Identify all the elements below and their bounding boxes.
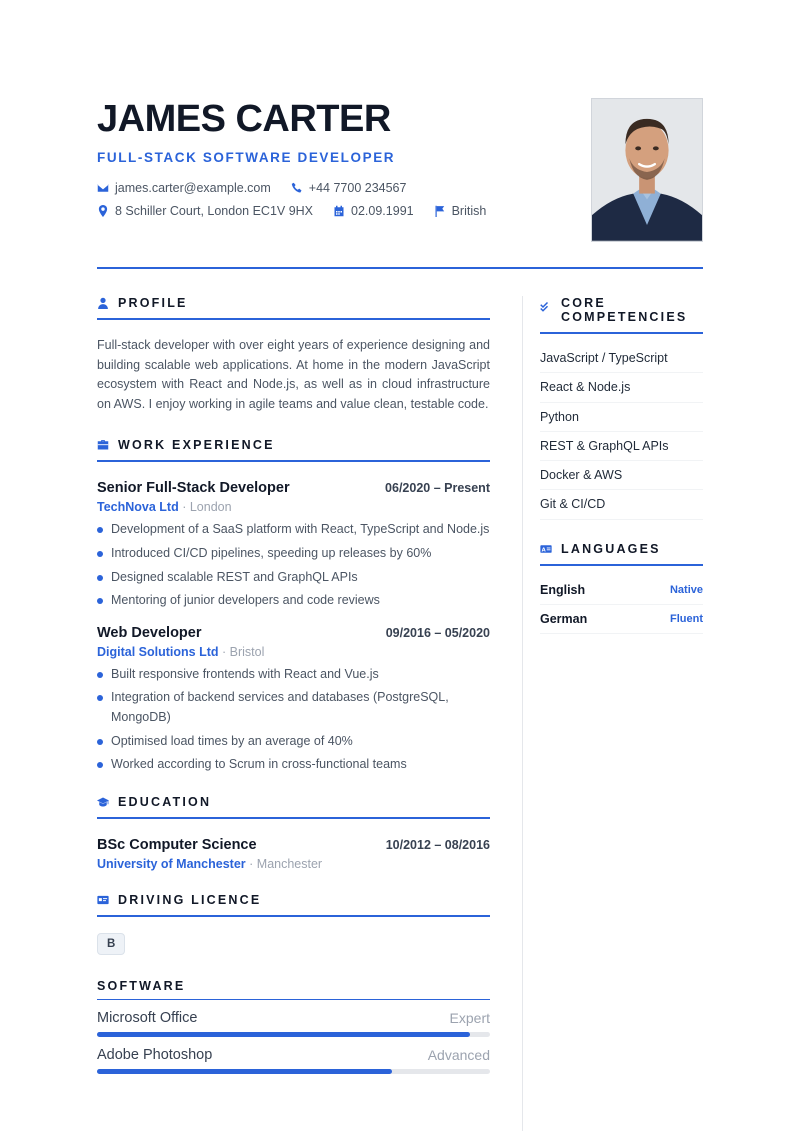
- list-item: Development of a SaaS platform with React, TypeScript and Node.js: [97, 520, 490, 540]
- job-company: Digital Solutions Ltd: [97, 644, 219, 659]
- briefcase-icon: [97, 439, 109, 451]
- email-text: james.carter@example.com: [115, 181, 271, 195]
- job-bullets: [97, 665, 490, 775]
- competencies-list: [540, 344, 703, 520]
- nationality-text: British: [451, 204, 487, 218]
- calendar-icon: [333, 205, 345, 217]
- id-card-icon: [97, 894, 109, 906]
- job-company: TechNova Ltd: [97, 500, 179, 515]
- school-name: University of Manchester: [97, 856, 246, 871]
- language-name: German: [540, 611, 588, 626]
- language-level: Fluent: [670, 612, 703, 625]
- software-section: [97, 979, 490, 1074]
- software-name: Adobe Photoshop: [97, 1046, 213, 1063]
- skill-bar-fill: [97, 1032, 470, 1037]
- list-item: Git & CI/CD: [540, 490, 703, 519]
- candidate-name: JAMES CARTER: [97, 98, 391, 140]
- job-date: 09/2016 – 05/2020: [385, 625, 490, 640]
- list-item: React & Node.js: [540, 373, 703, 402]
- experience-heading: [97, 438, 490, 462]
- double-check-icon: [540, 301, 552, 313]
- language-name: English: [540, 582, 586, 597]
- profile-section: [97, 296, 490, 414]
- experience-title: WORK EXPERIENCE: [118, 438, 275, 453]
- list-item: JavaScript / TypeScript: [540, 344, 703, 373]
- profile-text: Full-stack developer with over eight years of experience designing and building scalable web applications. At home in the modern JavaScript ecosystem with React and Node.js, as well as in cloud infrastructure on AWS. I enjoy working in agile teams and value clean, testable code.: [97, 338, 490, 411]
- licence-heading: [97, 893, 490, 917]
- licence-badge: B: [97, 933, 125, 955]
- main-column: [97, 296, 490, 1074]
- contact-address: [97, 204, 313, 218]
- school-location: · Manchester: [249, 856, 323, 871]
- languages-heading: [540, 542, 703, 566]
- software-level: Advanced: [427, 1046, 490, 1063]
- contact-row-1: [97, 181, 406, 195]
- competencies-section: [540, 296, 703, 520]
- experience-section: [97, 438, 490, 774]
- competencies-title-line2: COMPETENCIES: [561, 310, 688, 324]
- list-item: Integration of backend services and databases (PostgreSQL, MongoDB): [97, 688, 490, 727]
- list-item: REST & GraphQL APIs: [540, 432, 703, 461]
- job-title: Web Developer: [97, 624, 202, 641]
- skill-bar-fill: [97, 1069, 392, 1074]
- svg-text:A: A: [541, 547, 546, 554]
- column-divider: [522, 296, 523, 1131]
- education-section: [97, 795, 490, 871]
- job-entry: [97, 625, 490, 775]
- licence-title: DRIVING LICENCE: [118, 892, 262, 907]
- contact-phone[interactable]: [291, 181, 407, 195]
- software-item: [97, 1047, 490, 1074]
- language-row: [540, 576, 703, 605]
- phone-icon: [291, 182, 303, 194]
- header-divider: [97, 267, 703, 269]
- list-item: Python: [540, 403, 703, 432]
- list-item: Worked according to Scrum in cross-functional teams: [97, 755, 490, 775]
- contact-birthdate: [333, 204, 414, 218]
- list-item: Mentoring of junior developers and code reviews: [97, 591, 490, 611]
- profile-photo: [591, 98, 703, 242]
- contact-row-2: [97, 204, 486, 218]
- address-text: 8 Schiller Court, London EC1V 9HX: [115, 204, 314, 218]
- languages-title: LANGUAGES: [561, 541, 661, 556]
- list-item: Built responsive frontends with React and Vue.js: [97, 665, 490, 685]
- job-bullets: [97, 520, 490, 610]
- software-level: Expert: [449, 1009, 490, 1026]
- languages-list: [540, 576, 703, 634]
- list-item: Designed scalable REST and GraphQL APIs: [97, 568, 490, 588]
- job-location: · London: [182, 500, 232, 515]
- competencies-title-line1: CORE: [561, 296, 606, 310]
- languages-section: [540, 542, 703, 634]
- list-item: Optimised load times by an average of 40%: [97, 732, 490, 752]
- candidate-role: FULL-STACK SOFTWARE DEVELOPER: [97, 150, 396, 165]
- education-entry: [97, 837, 490, 871]
- education-heading: [97, 795, 490, 819]
- language-level: Native: [669, 583, 703, 596]
- competencies-heading: [540, 296, 703, 334]
- language-row: [540, 605, 703, 634]
- birthdate-text: 02.09.1991: [351, 204, 414, 218]
- licence-section: [97, 893, 490, 955]
- job-entry: [97, 480, 490, 610]
- job-title: Senior Full-Stack Developer: [97, 480, 290, 497]
- education-title: EDUCATION: [118, 794, 212, 809]
- profile-title: PROFILE: [118, 296, 188, 310]
- contact-nationality: [434, 204, 487, 218]
- profile-heading: [97, 296, 490, 320]
- phone-text: +44 7700 234567: [308, 181, 407, 195]
- list-item: Docker & AWS: [540, 461, 703, 490]
- software-item: [97, 1010, 490, 1037]
- contact-email[interactable]: [97, 181, 271, 195]
- graduation-cap-icon: [97, 796, 109, 808]
- language-icon: [540, 543, 552, 555]
- portrait-image: [592, 99, 702, 241]
- software-name: Microsoft Office: [97, 1009, 198, 1026]
- degree-title: BSc Computer Science: [97, 836, 257, 853]
- skill-bar: [97, 1069, 490, 1074]
- user-icon: [97, 297, 109, 309]
- list-item: Introduced CI/CD pipelines, speeding up releases by 60%: [97, 544, 490, 564]
- job-date: 06/2020 – Present: [385, 481, 490, 496]
- job-location: · Bristol: [222, 644, 265, 659]
- map-pin-icon: [97, 205, 109, 217]
- sidebar-column: [540, 296, 703, 634]
- skill-bar: [97, 1032, 490, 1037]
- flag-icon: [434, 205, 446, 217]
- education-date: 10/2012 – 08/2016: [385, 837, 490, 852]
- envelope-icon: [97, 182, 109, 194]
- software-title: SOFTWARE: [97, 979, 490, 1000]
